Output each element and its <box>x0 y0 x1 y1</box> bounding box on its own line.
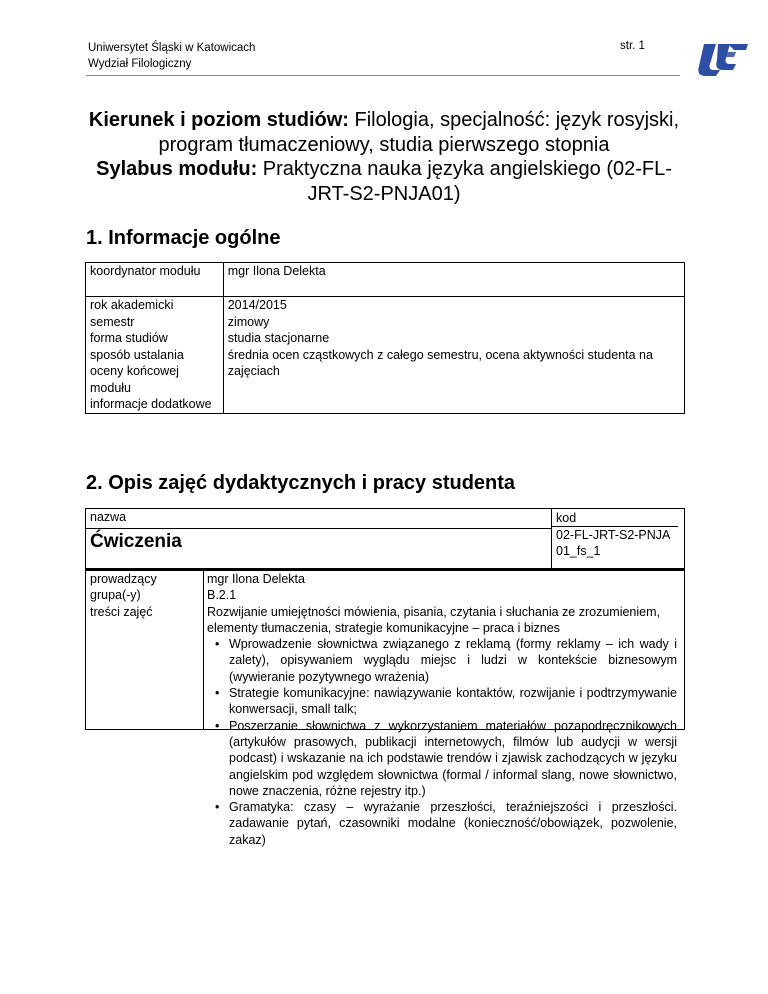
table-row <box>86 314 685 331</box>
header-rule <box>86 75 680 76</box>
list-item: • Strategie komunikacyjne: nawiązywanie kontaktów, rozwijanie i podtrzymywanie konwersacji, small talk; <box>207 685 677 718</box>
grupa-label: grupa(-y) <box>90 588 141 603</box>
list-item: • Wprowadzenie słownictwa związanego z reklamą (formy reklamy – ich wady i zalety), opisywaniem wyglądu miejsc i ludzi w kontekście biznesowym (wywieranie pozytywnego wrażenia) <box>207 636 677 685</box>
row-value: zimowy <box>223 314 684 331</box>
row-value: studia stacjonarne <box>223 330 684 347</box>
kod-value: 02-FL-JRT-S2-PNJA01_fs_1 <box>552 526 678 559</box>
row-value: średnia ocen cząstkowych z całego semestru, ocena aktywności studenta na zajęciach <box>223 347 684 397</box>
row-label: rok akademicki <box>86 297 224 314</box>
prowadzacy-value: mgr Ilona Delekta <box>207 572 305 586</box>
table-row <box>86 396 685 413</box>
kod-cell <box>551 509 684 569</box>
university-name: Uniwersytet Śląski w Katowicach <box>88 42 256 54</box>
row-label: semestr <box>86 314 224 331</box>
section2-heading: 2. Opis zajęć dydaktycznych i pracy studenta <box>86 472 516 494</box>
nazwa-label: nazwa <box>90 510 127 524</box>
row-label: informacje dodatkowe <box>86 396 224 413</box>
document-title <box>86 108 682 206</box>
tresci-list <box>207 636 677 848</box>
details-labels <box>90 571 200 620</box>
row-value: mgr Ilona Delekta <box>223 263 684 297</box>
tresci-label: treści zajęć <box>90 604 153 619</box>
class-name-table <box>85 508 685 570</box>
nazwa-rule <box>86 528 551 529</box>
row-value: 2014/2015 <box>223 297 684 314</box>
tresci-intro: Rozwijanie umiejętności mówienia, pisania, czytania i słuchania ze zrozumieniem, elementy tłumaczenia, strategie komunikacyjne – praca i biznes <box>207 604 660 635</box>
column-divider <box>203 571 204 729</box>
list-item: • Poszerzanie słownictwa z wykorzystaniem materiałów pozapodręcznikowych (artykułów prasowych, publikacji internetowych, filmów lub audycji w wersji podcast) i wskazanie na ich podstawie trendów i zjawisk zachodzących w języku angielskim pod względem słownictwa (formal / informal slang, nowe słownictwo, nowe znaczenia, różne rejestry itp.) <box>207 718 677 799</box>
table-row <box>86 297 685 314</box>
details-values <box>207 571 677 848</box>
university-logo-icon <box>690 38 750 80</box>
row-label: koordynator modułu <box>86 263 224 297</box>
nazwa-value: Ćwiczenia <box>90 531 182 552</box>
nazwa-cell <box>86 509 551 569</box>
class-details-table <box>85 568 685 847</box>
header-left <box>88 40 255 72</box>
title-line2-rest: Praktyczna nauka języka angielskiego (02-FL-JRT-S2-PNJA01) <box>257 158 672 205</box>
table-row <box>86 330 685 347</box>
prowadzacy-label: prowadzący <box>90 572 157 586</box>
title-line1-rest: Filologia, specjalność: język rosyjski, program tłumaczeniowy, studia pierwszego stopnia <box>158 109 680 156</box>
kod-label: kod <box>556 511 577 525</box>
table-row <box>86 347 685 397</box>
row-value <box>223 396 684 413</box>
table-row <box>86 263 685 297</box>
page-number: str. 1 <box>620 40 645 52</box>
title-line2-bold: Sylabus modułu: <box>96 158 258 180</box>
list-item: • Gramatyka: czasy – wyrażanie przeszłości, teraźniejszości i przeszłości. zadawanie pytań, czasowniki modalne (konieczność/obowiązek, pozwolenie, zakaz) <box>207 799 677 848</box>
section1-heading: 1. Informacje ogólne <box>86 227 281 249</box>
row-label: sposób ustalania oceny końcowej modułu <box>86 347 224 397</box>
row-label: forma studiów <box>86 330 224 347</box>
title-line1-bold: Kierunek i poziom studiów: <box>88 109 349 131</box>
general-info-table <box>85 262 685 414</box>
faculty-name: Wydział Filologiczny <box>88 58 192 70</box>
grupa-value: B.2.1 <box>207 588 237 603</box>
